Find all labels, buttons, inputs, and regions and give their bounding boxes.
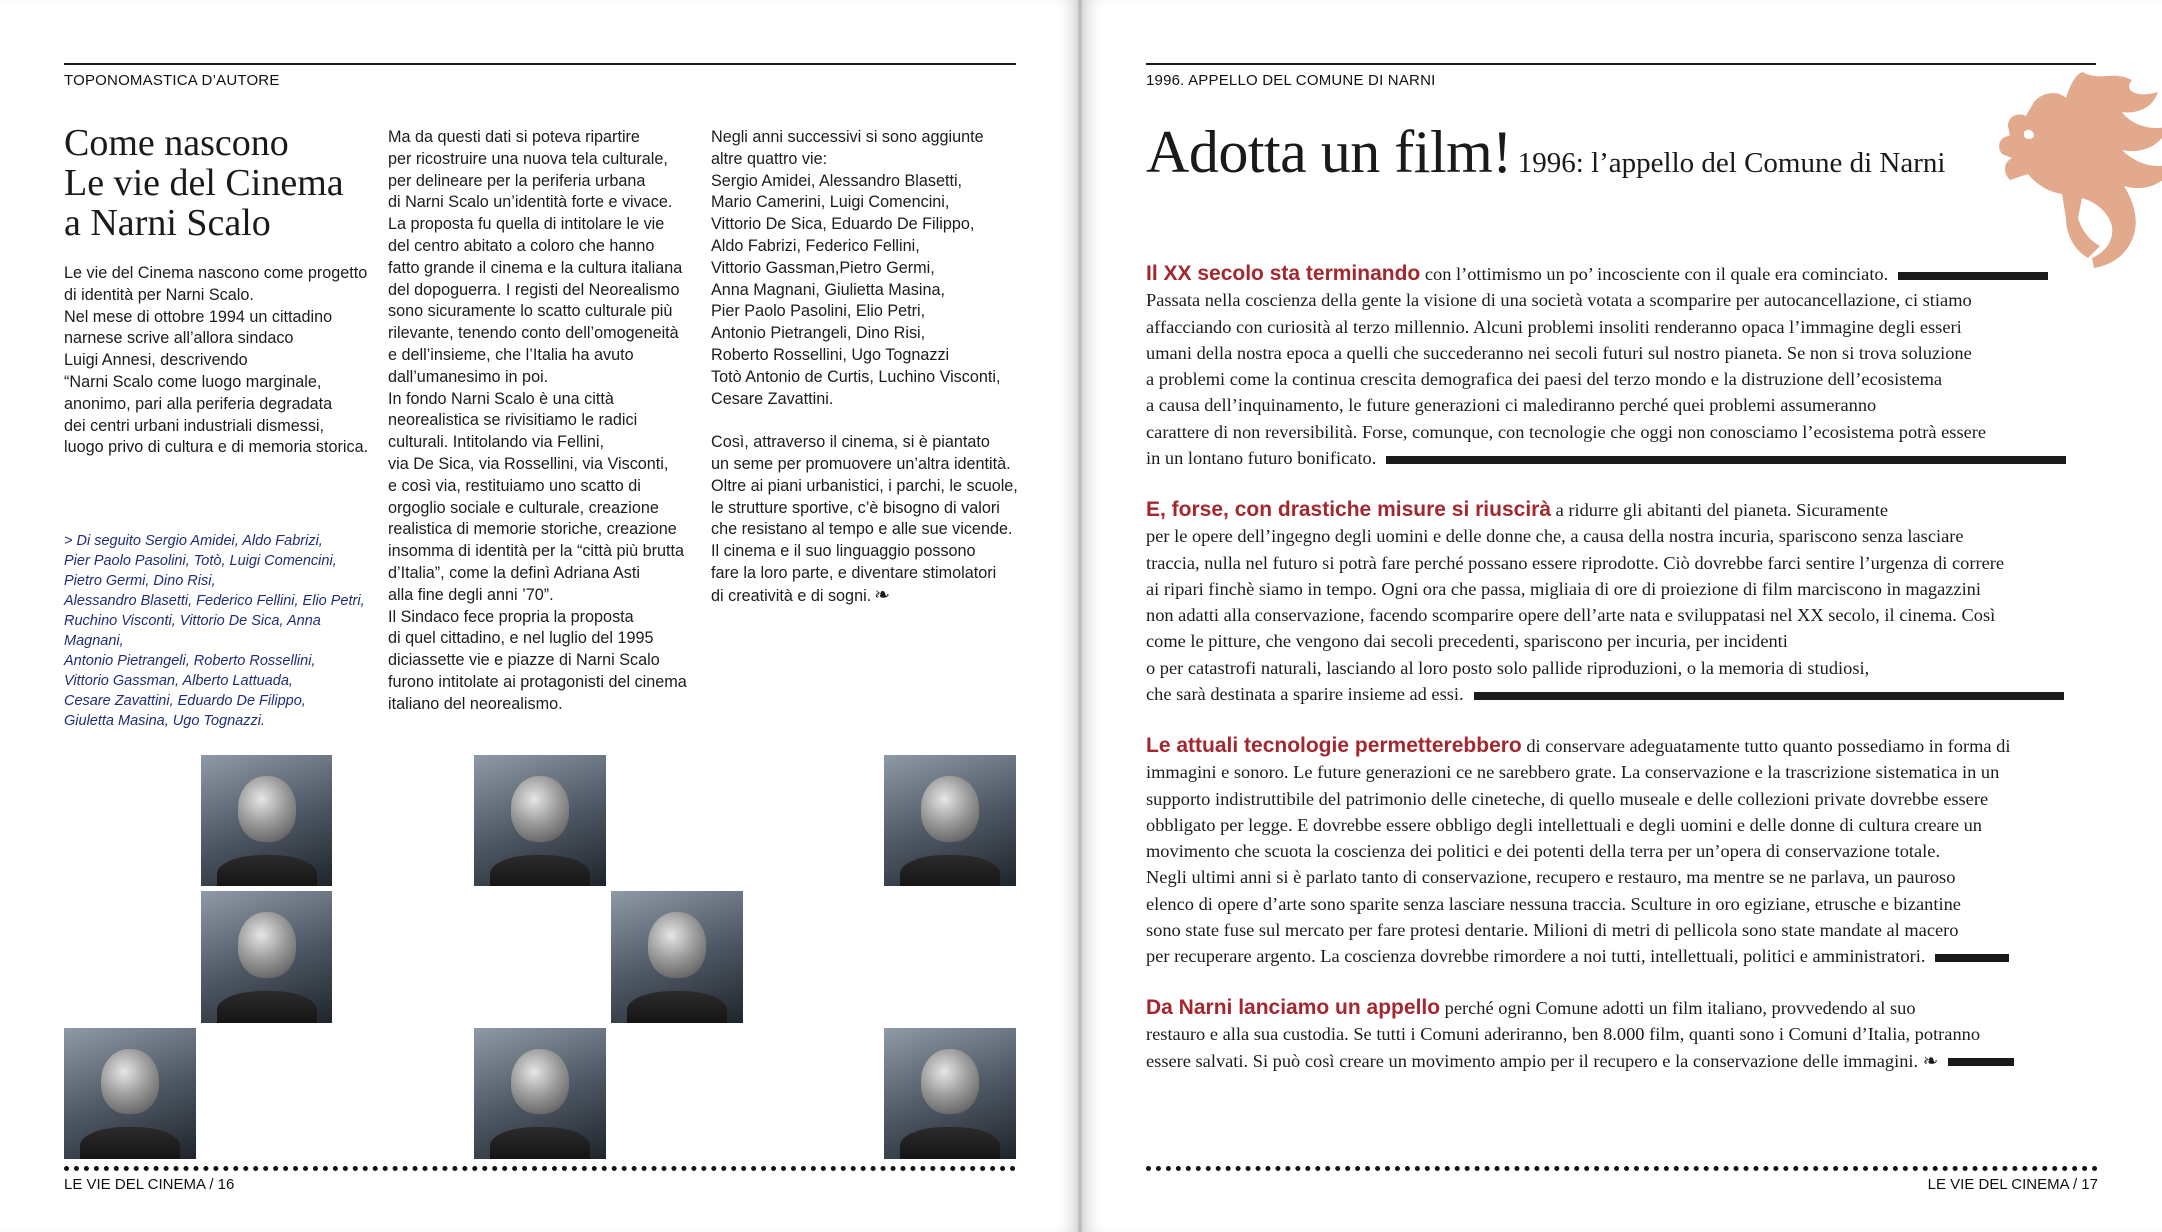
paragraph-line: di conservare adeguatamente tutto quanto possediamo in forma di [1521, 736, 2011, 756]
top-rule [64, 63, 1016, 65]
left-page [0, 0, 1078, 1232]
column-3-body: Negli anni successivi si sono aggiunte altre quattro vie: Sergio Amidei, Alessandro Blasetti, Mario Camerini, Luigi Comencini, Vittorio De Sica, Eduardo De Filippo, Aldo Fabrizi, Federico Fellini, Vittorio Gassman,Pietro Germi, Anna Magnani, Giulietta Masina, Pier Paolo Pasolini, Elio Petri, Antonio Pietrangeli, Dino Risi, Roberto Rossellini, Ugo Tognazzi Totò Antonio de Curtis, Luchino Visconti, Cesare Zavattini. Così, attraverso il cinema, si è piantato un seme per promuovere un’altra identità. Oltre ai piani urbanistici, i parchi, le scuole, le strutture sportive, c’è bisogno di valori che resistano al tempo e alle sue vicende. Il cinema e il suo linguaggio possono fare la loro parte, e diventare stimolatori di creatività e di sogni. [711, 128, 1018, 605]
portrait-photo [611, 891, 743, 1022]
portrait-photo [201, 891, 333, 1022]
divider-bar [1386, 456, 2066, 464]
article-title [1146, 118, 1945, 187]
paragraph-3 [1146, 733, 2101, 970]
paragraph-line: elenco di opere d’arte sono sparite senza lasciare nessuna traccia. Sculture in oro egiziane, etrusche e bizantine [1146, 893, 1961, 914]
running-head: 1996. APPELLO DEL COMUNE DI NARNI [1146, 72, 1436, 89]
divider-bar [1474, 692, 2064, 700]
paragraph-line: sono state fuse sul mercato per fare protesi dentarie. Milioni di metri di pellicola sono state mandate al macero [1146, 920, 1959, 941]
divider-bar [1948, 1058, 2014, 1066]
title-subtitle: 1996: l’appello del Comune di Narni [1517, 147, 1946, 179]
paragraph-lead: Da Narni lanciamo un appello [1146, 996, 1441, 1019]
divider-bar [1898, 272, 2048, 280]
paragraph-line: a causa dell’inquinamento, le future generazioni ci malediranno perché quei problemi assumeranno [1146, 395, 1877, 416]
paragraph-line: per le opere dell’ingegno degli uomini e delle donne che, a causa della nostra incuria, spariscono senza lasciare [1146, 526, 1964, 547]
paragraph-line: a ridurre gli abitanti del pianeta. Sicuramente [1551, 500, 1889, 520]
article-title [64, 123, 364, 243]
photo-caption: > Di seguito Sergio Amidei, Aldo Fabrizi, Pier Paolo Pasolini, Totò, Luigi Comencini, Pietro Germi, Dino Risi, Alessandro Blasetti, Federico Fellini, Elio Petri, Ruchino Visconti, Vittorio De Sica, Anna Magnani, Antonio Pietrangeli, Roberto Rossellini, Vittorio Gassman, Alberto Lattuada, Cesare Zavattini, Eduardo De Filippo, Giuletta Masina, Ugo Tognazzi. [64, 533, 365, 729]
paragraph-4 [1146, 995, 2101, 1074]
title-line: Come nascono [64, 122, 289, 164]
griffin-icon [1962, 62, 2162, 272]
portrait-photo [201, 755, 333, 886]
column-2-text: Ma da questi dati si poteva ripartire per ricostruire una nuova tela culturale, per delineare per la periferia urbana di Narni Scalo un’identità forte e vivace. La proposta fu quella di intitolare le vie del centro abitato a coloro che hanno fatto grande il cinema e la cultura italiana del dopoguerra. I registi del Neorealismo sono sicuramente lo scatto culturale più rilevante, tenendo conto dell’omogeneità e dell’insieme, che l’Italia ha avuto dall’umanesimo in poi. In fondo Narni Scalo è una città neorealistica se rivisitiamo le radici culturali. Intitolando via Fellini, via De Sica, via Rossellini, via Visconti, e così via, restituiamo uno scatto di orgoglio sociale e culturale, creazione realistica di memorie storiche, creazione insomma di identità per la “città più brutta d’Italia”, come la definì Adriana Asti alla fine degli anni ’70”. Il Sindaco fece propria la proposta di quel cittadino, e nel luglio del 1995 diciassette vie e piazze di Narni Scalo furono intitolate ai protagonisti del cinema italiano del neorealismo. [388, 128, 687, 713]
divider-bar [1935, 954, 2009, 962]
column-1-text: Le vie del Cinema nascono come progetto di identità per Narni Scalo. Nel mese di ottobre 1994 un cittadino narnese scrive all’allora sindaco Luigi Annesi, descrivendo “Narni Scalo come luogo marginale, anonimo, pari alla periferia degradata dei centri urbani industriali dismessi, luogo privo di cultura e di memoria storica. [64, 264, 369, 457]
title-main: Adotta un film! [1146, 119, 1512, 185]
top-rule [1146, 63, 2096, 65]
paragraph-line: che sarà destinata a sparire insieme ad essi. [1146, 684, 1464, 705]
paragraph-line: umani della nostra epoca a quelli che succederanno nei secoli futuri sul nostro pianeta. Se non si trova soluzione [1146, 342, 1972, 363]
right-page [1082, 0, 2162, 1232]
paragraph-line: carattere di non reversibilità. Forse, comunque, con tecnologie che oggi non conosciamo l’ecosistema potrà essere [1146, 421, 1987, 442]
portrait-photo [474, 1028, 606, 1159]
title-line: a Narni Scalo [64, 202, 271, 244]
portrait-photo [884, 755, 1016, 886]
paragraph-line: Negli ultimi anni si è parlato tanto di conservazione, recupero e restauro, ma mentre se ne parlava, un pauroso [1146, 867, 1956, 888]
portrait-photo [884, 1028, 1016, 1159]
paragraph-line: a problemi come la continua crescita demografica dei paesi del terzo mondo e la distruzione dell’ecosistema [1146, 369, 1943, 390]
paragraph-line: immagini e sonoro. Le future generazioni ce ne sarebbero grate. La conservazione e la trascrizione sistematica in un [1146, 762, 2000, 783]
paragraph-line: obbligato per legge. E dovrebbe essere obbligo degli intellettuali e degli uomini e delle donne di cultura creare un [1146, 814, 1982, 835]
paragraph-line: supporto indistruttibile del patrimonio delle cineteche, di quello museale e delle collezioni private dovrebbe essere [1146, 788, 1989, 809]
paragraph-2 [1146, 497, 2101, 707]
paragraph-lead: Le attuali tecnologie permetterebbero [1146, 734, 1522, 757]
fleuron-icon: ❧ [874, 584, 891, 606]
column-3-text [711, 127, 1021, 608]
paragraph-1 [1146, 261, 2101, 471]
paragraph-lead: E, forse, con drastiche misure si riuscirà [1146, 498, 1551, 521]
paragraph-line: Passata nella coscienza della gente la visione di una società votata a scomparire per autocancellazione, ci stiamo [1146, 290, 1972, 311]
portrait-grid [64, 755, 1016, 1159]
paragraph-line: con l’ottimismo un po’ incosciente con il quale era cominciato. [1420, 264, 1889, 284]
paragraph-line: come le pitture, che vengono dai secoli precedenti, spariscono per incuria, per incidenti [1146, 631, 1788, 652]
paragraph-lead: Il XX secolo sta terminando [1146, 262, 1421, 285]
paragraph-line: movimento che scuota la coscienza dei politici e dei potenti della terra per un’opera di conservazione totale. [1146, 841, 1941, 862]
paragraph-line: perché ogni Comune adotti un film italiano, provvedendo al suo [1440, 998, 1916, 1018]
running-head: TOPONOMASTICA D’AUTORE [64, 72, 280, 89]
paragraph-line: traccia, nulla nel futuro si potrà fare perché possano essere riprodotte. Ciò dovrebbe farci sentire l’urgenza di correre [1146, 552, 2005, 573]
dotted-rule [64, 1166, 1016, 1171]
paragraph-line: affacciando con curiosità al terzo millennio. Alcuni problemi insoliti renderanno opaca l’immagine degli esseri [1146, 316, 1962, 337]
paragraph-line: non adatti alla conservazione, facendo scomparire opere dell’arte nata e sviluppatasi nel XX secolo, il cinema. Così [1146, 605, 1996, 626]
paragraph-line: o per catastrofi naturali, lasciando al loro posto solo pallide riproduzioni, o la memoria di studiosi, [1146, 657, 1870, 678]
paragraph-line: in un lontano futuro bonificato. [1146, 448, 1377, 469]
paragraph-line: essere salvati. Si può così creare un movimento ampio per il recupero e la conservazione delle immagini. ❧ [1146, 1050, 1939, 1071]
portrait-photo [474, 755, 606, 886]
title-line: Le vie del Cinema [64, 162, 344, 204]
paragraph-line: ai ripari finchè siamo in tempo. Ogni ora che passa, migliaia di ore di proiezione di film marciscono in magazzini [1146, 578, 1981, 599]
dotted-rule [1146, 1166, 2098, 1171]
paragraph-line: per recuperare argento. La coscienza dovrebbe rimordere a noi tutti, intellettuali, politici e amministratori. [1146, 946, 1926, 967]
page-footer: LE VIE DEL CINEMA / 17 [1927, 1176, 2098, 1193]
page-footer: LE VIE DEL CINEMA / 16 [64, 1176, 235, 1193]
portrait-photo [64, 1028, 196, 1159]
paragraph-line: restauro e alla sua custodia. Se tutti i Comuni aderiranno, ben 8.000 film, quanti sono i Comuni d’Italia, potranno [1146, 1024, 1981, 1045]
